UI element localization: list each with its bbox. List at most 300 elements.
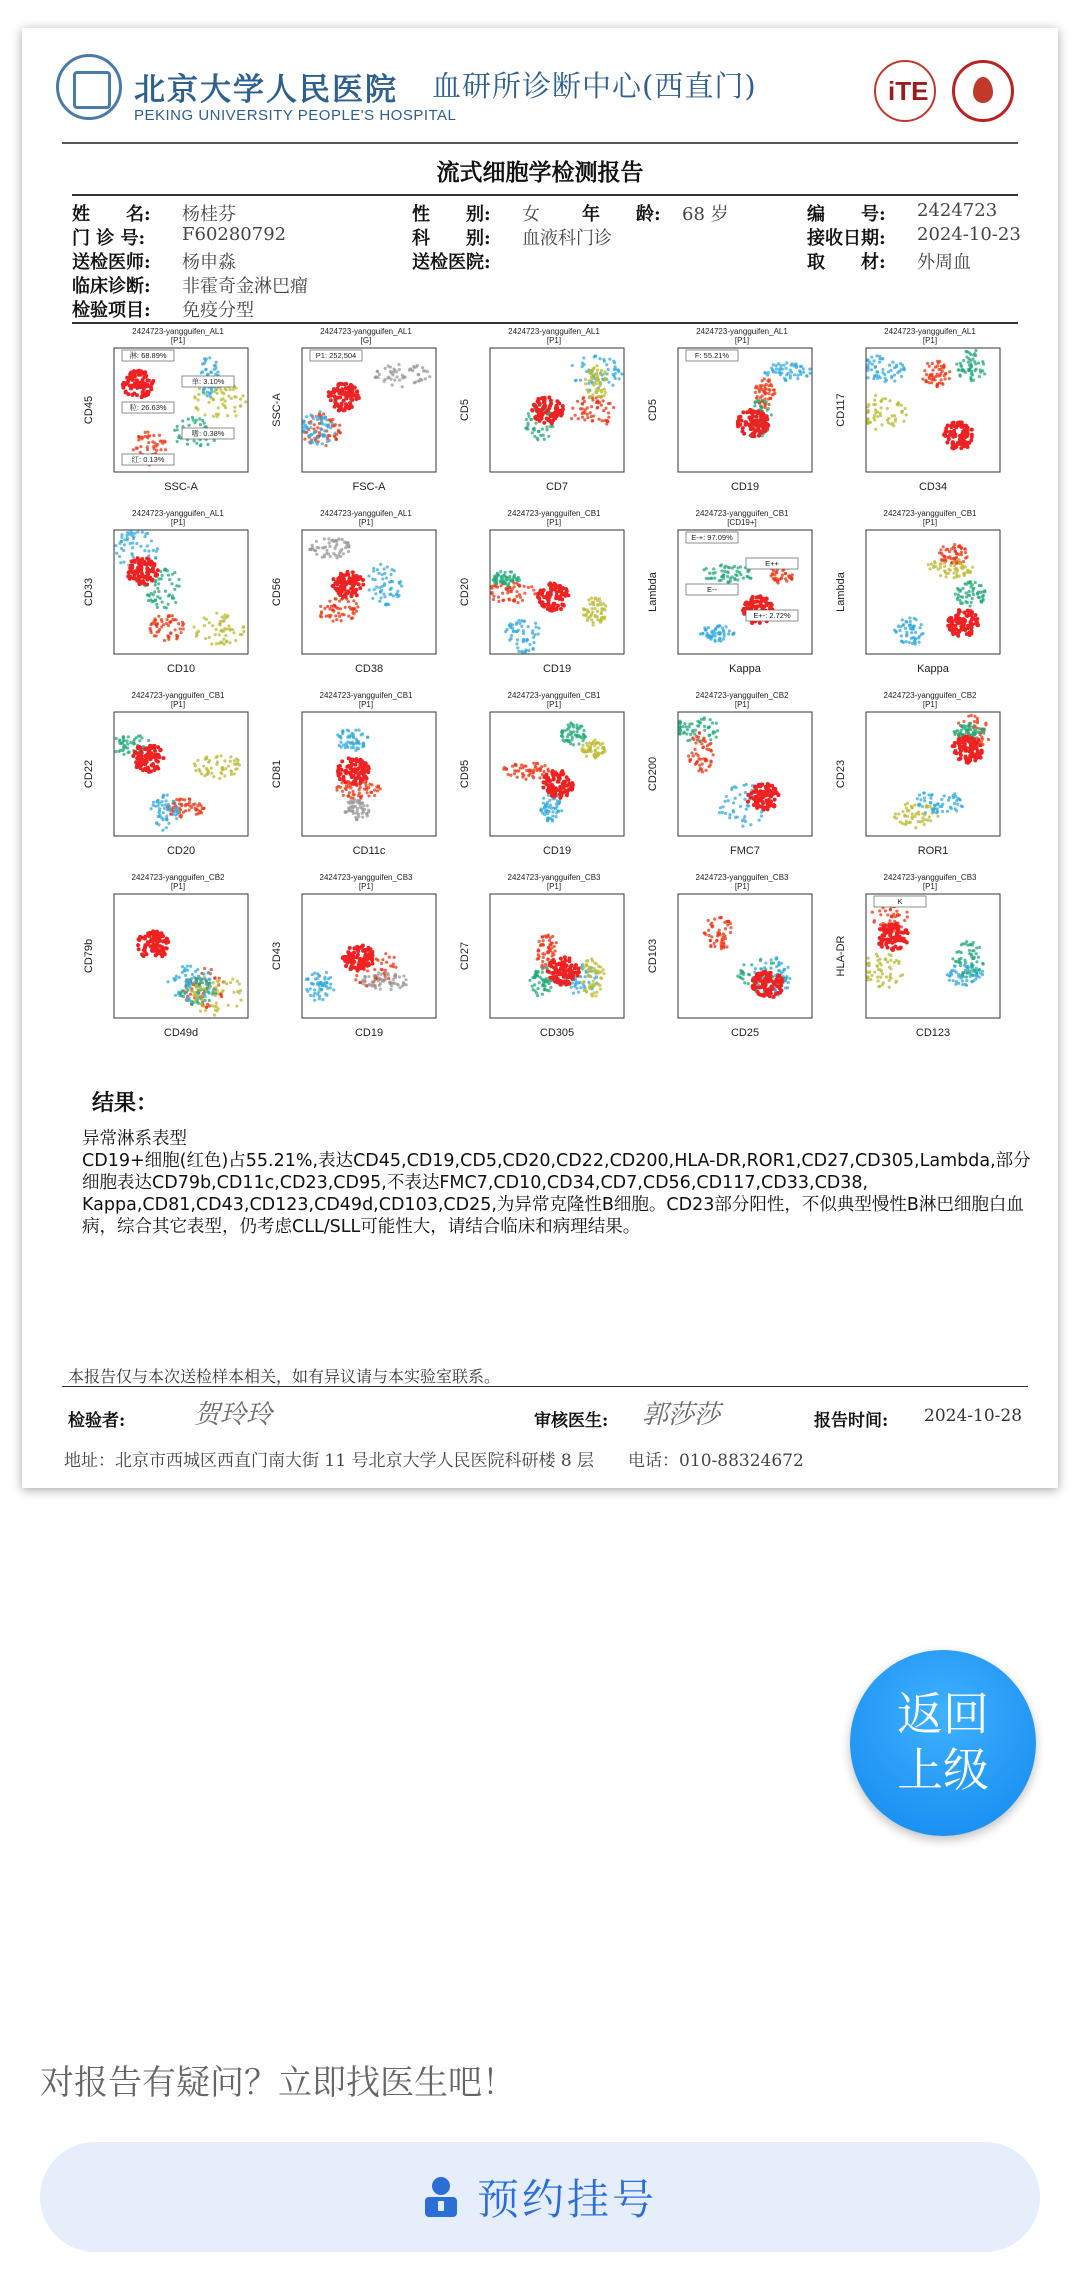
event-dot: [338, 615, 341, 618]
event-dot: [970, 612, 974, 616]
event-dot: [131, 532, 134, 535]
event-dot: [770, 413, 773, 416]
event-dot: [738, 793, 741, 796]
event-dot: [785, 361, 788, 364]
event-dot: [928, 567, 931, 570]
event-dot: [413, 366, 416, 369]
event-dot: [351, 790, 354, 793]
event-dot: [873, 375, 876, 378]
event-dot: [878, 361, 881, 364]
event-dot: [696, 760, 699, 763]
event-dot: [964, 350, 967, 353]
event-dot: [385, 961, 388, 964]
event-dot: [537, 626, 540, 629]
event-dot: [176, 428, 179, 431]
event-dot: [604, 391, 607, 394]
event-dot: [698, 764, 701, 767]
event-dot: [140, 557, 144, 561]
event-dot: [547, 790, 551, 794]
event-dot: [238, 982, 241, 985]
event-dot: [367, 810, 370, 813]
event-dot: [722, 573, 725, 576]
event-dot: [947, 619, 951, 623]
event-dot: [200, 1002, 203, 1005]
event-dot: [894, 630, 897, 633]
event-dot: [905, 806, 908, 809]
event-dot: [227, 394, 230, 397]
plot-gate: [CD19+]: [727, 518, 757, 527]
event-dot: [910, 631, 913, 634]
event-dot: [734, 573, 737, 576]
event-dot: [222, 620, 225, 623]
plot-svg: [642, 324, 822, 500]
event-dot: [222, 638, 225, 641]
event-dot: [781, 573, 784, 576]
event-dot: [161, 939, 165, 943]
event-dot: [195, 813, 198, 816]
event-dot: [230, 769, 233, 772]
event-dot: [314, 549, 317, 552]
plot-panel: [830, 506, 1010, 682]
event-dot: [982, 732, 985, 735]
event-dot: [353, 394, 357, 398]
x-axis-label: Kappa: [917, 663, 949, 675]
event-dot: [927, 563, 930, 566]
event-dot: [368, 983, 371, 986]
event-dot: [242, 625, 245, 628]
event-dot: [543, 438, 546, 441]
event-dot: [714, 634, 717, 637]
event-dot: [538, 776, 541, 779]
event-dot: [517, 619, 520, 622]
event-dot: [224, 387, 227, 390]
event-dot: [389, 964, 392, 967]
event-dot: [963, 618, 967, 622]
event-dot: [359, 806, 362, 809]
event-dot: [952, 576, 955, 579]
event-dot: [607, 368, 610, 371]
event-dot: [219, 629, 222, 632]
gate-annotation: 淋: 68.89%: [129, 351, 167, 360]
event-dot: [373, 968, 376, 971]
event-dot: [206, 443, 209, 446]
event-dot: [955, 799, 958, 802]
event-dot: [961, 367, 964, 370]
event-dot: [156, 547, 159, 550]
event-dot: [948, 627, 952, 631]
event-dot: [533, 404, 537, 408]
event-dot: [530, 418, 533, 421]
event-dot: [377, 971, 380, 974]
event-dot: [559, 607, 563, 611]
event-dot: [515, 623, 518, 626]
event-dot: [972, 587, 975, 590]
event-dot: [497, 600, 500, 603]
event-dot: [959, 724, 962, 727]
event-dot: [549, 588, 553, 592]
plot-panel: [642, 324, 822, 500]
event-dot: [195, 986, 198, 989]
event-dot: [349, 594, 353, 598]
event-dot: [161, 804, 164, 807]
event-dot: [918, 626, 921, 629]
plot-gate: [P1]: [358, 518, 374, 527]
event-dot: [368, 588, 371, 591]
event-dot: [346, 590, 350, 594]
event-dot: [398, 986, 401, 989]
event-dot: [128, 750, 131, 753]
event-dot: [202, 764, 205, 767]
event-dot: [167, 635, 170, 638]
event-dot: [184, 974, 187, 977]
event-dot: [325, 549, 328, 552]
plot-title: 2424723-yangguifen_CB1: [695, 509, 789, 518]
event-dot: [901, 410, 904, 413]
event-dot: [976, 719, 979, 722]
event-dot: [155, 625, 158, 628]
event-dot: [551, 814, 554, 817]
event-dot: [355, 610, 358, 613]
event-dot: [927, 381, 930, 384]
event-dot: [727, 580, 730, 583]
event-dot: [231, 977, 234, 980]
event-dot: [401, 374, 404, 377]
event-dot: [309, 414, 312, 417]
event-dot: [780, 577, 783, 580]
event-dot: [548, 799, 551, 802]
event-dot: [906, 802, 909, 805]
event-dot: [168, 578, 171, 581]
event-dot: [934, 375, 937, 378]
divider: [62, 142, 1018, 144]
event-dot: [926, 362, 929, 365]
event-dot: [598, 597, 601, 600]
event-dot: [977, 362, 980, 365]
event-dot: [319, 410, 322, 413]
event-dot: [754, 386, 757, 389]
event-dot: [970, 622, 974, 626]
x-axis-label: CD19: [730, 481, 760, 493]
event-dot: [398, 975, 401, 978]
event-dot: [340, 619, 343, 622]
event-dot: [771, 368, 774, 371]
event-dot: [223, 774, 226, 777]
event-dot: [398, 368, 401, 371]
x-axis-label: CD38: [354, 663, 384, 675]
event-dot: [940, 558, 943, 561]
event-dot: [515, 590, 518, 593]
event-dot: [947, 572, 950, 575]
event-dot: [905, 634, 908, 637]
plot-svg: [78, 506, 258, 682]
event-dot: [340, 382, 344, 386]
event-dot: [356, 810, 359, 813]
event-dot: [423, 369, 426, 372]
event-dot: [872, 416, 875, 419]
plot-panel: [454, 324, 634, 500]
event-dot: [338, 777, 342, 781]
event-dot: [383, 378, 386, 381]
event-dot: [327, 423, 330, 426]
event-dot: [188, 424, 191, 427]
event-dot: [349, 796, 352, 799]
event-dot: [758, 784, 762, 788]
event-dot: [311, 982, 314, 985]
event-dot: [586, 413, 589, 416]
event-dot: [521, 650, 524, 653]
event-dot: [366, 769, 370, 773]
event-dot: [587, 598, 590, 601]
event-dot: [589, 411, 592, 414]
event-dot: [337, 429, 340, 432]
event-dot: [150, 631, 153, 634]
name-label: 姓 名:: [72, 204, 151, 225]
event-dot: [158, 811, 161, 814]
event-dot: [392, 594, 395, 597]
event-dot: [596, 618, 599, 621]
event-dot: [967, 360, 970, 363]
event-dot: [164, 803, 167, 806]
event-dot: [575, 723, 578, 726]
event-dot: [351, 611, 354, 614]
event-dot: [790, 578, 793, 581]
event-dot: [376, 370, 379, 373]
event-dot: [724, 800, 727, 803]
event-dot: [358, 788, 361, 791]
event-dot: [350, 781, 354, 785]
event-dot: [708, 572, 711, 575]
event-dot: [707, 577, 710, 580]
event-dot: [168, 614, 171, 617]
event-dot: [933, 561, 936, 564]
event-dot: [512, 630, 515, 633]
patient-age: 68 岁: [682, 204, 729, 225]
event-dot: [232, 631, 235, 634]
event-dot: [313, 423, 316, 426]
event-dot: [173, 588, 176, 591]
event-dot: [132, 383, 136, 387]
event-dot: [898, 629, 901, 632]
event-dot: [971, 566, 974, 569]
event-dot: [347, 545, 350, 548]
event-dot: [146, 940, 150, 944]
event-dot: [953, 751, 957, 755]
event-dot: [239, 633, 242, 636]
event-dot: [141, 392, 145, 396]
event-dot: [525, 418, 528, 421]
event-dot: [894, 419, 897, 422]
event-dot: [957, 558, 960, 561]
plot-panel: [78, 324, 258, 500]
event-dot: [599, 372, 602, 375]
event-dot: [617, 368, 620, 371]
flow-cytometry-plots: [78, 324, 1018, 1064]
event-dot: [232, 388, 235, 391]
event-dot: [224, 767, 227, 770]
event-dot: [761, 790, 765, 794]
event-dot: [702, 718, 705, 721]
event-dot: [358, 791, 361, 794]
event-dot: [203, 975, 206, 978]
event-dot: [165, 937, 169, 941]
event-dot: [901, 822, 904, 825]
event-dot: [741, 410, 745, 414]
event-dot: [532, 776, 535, 779]
event-dot: [962, 720, 965, 723]
plot-svg: [78, 324, 258, 500]
event-dot: [591, 607, 594, 610]
event-dot: [132, 537, 135, 540]
event-dot: [135, 579, 139, 583]
event-dot: [586, 749, 589, 752]
event-dot: [900, 368, 903, 371]
event-dot: [527, 412, 530, 415]
event-dot: [334, 614, 337, 617]
event-dot: [694, 741, 697, 744]
event-dot: [874, 366, 877, 369]
event-dot: [377, 376, 380, 379]
event-dot: [347, 615, 350, 618]
event-dot: [392, 962, 395, 965]
event-dot: [193, 980, 196, 983]
event-dot: [542, 588, 546, 592]
event-dot: [347, 579, 351, 583]
event-dot: [351, 580, 355, 584]
event-dot: [311, 973, 314, 976]
event-dot: [979, 371, 982, 374]
event-dot: [166, 793, 169, 796]
event-dot: [540, 765, 543, 768]
event-dot: [309, 426, 312, 429]
event-dot: [160, 800, 163, 803]
event-dot: [314, 977, 317, 980]
event-dot: [749, 433, 753, 437]
event-dot: [346, 386, 350, 390]
event-dot: [547, 583, 551, 587]
x-axis-label: SSC-A: [164, 481, 198, 493]
event-dot: [954, 593, 957, 596]
event-dot: [213, 990, 216, 993]
doctor-label: 送检医师:: [72, 252, 151, 273]
event-dot: [178, 976, 181, 979]
event-dot: [163, 952, 167, 956]
event-dot: [930, 378, 933, 381]
event-dot: [577, 417, 580, 420]
event-dot: [929, 797, 932, 800]
event-dot: [151, 948, 155, 952]
event-dot: [566, 735, 569, 738]
event-dot: [361, 583, 365, 587]
event-dot: [552, 794, 556, 798]
event-dot: [321, 416, 324, 419]
plot-gate: [P1]: [922, 336, 938, 345]
event-dot: [767, 407, 770, 410]
event-dot: [544, 804, 547, 807]
plot-gate: [P1]: [358, 882, 374, 891]
event-dot: [203, 967, 206, 970]
event-dot: [959, 364, 962, 367]
event-dot: [579, 407, 582, 410]
event-dot: [753, 790, 757, 794]
event-dot: [970, 750, 974, 754]
event-dot: [964, 746, 968, 750]
event-dot: [148, 594, 151, 597]
event-dot: [514, 764, 517, 767]
event-dot: [187, 418, 190, 421]
event-dot: [572, 725, 575, 728]
plot-title: 2424723-yangguifen_CB2: [131, 873, 225, 882]
diagnosis-label: 临床诊断:: [72, 276, 151, 297]
hematology-badge-icon: iTE: [874, 60, 936, 122]
event-dot: [391, 383, 394, 386]
event-dot: [197, 974, 200, 977]
event-dot: [522, 639, 525, 642]
event-dot: [956, 421, 960, 425]
event-dot: [881, 371, 884, 374]
event-dot: [184, 809, 187, 812]
event-dot: [359, 777, 363, 781]
event-dot: [388, 955, 391, 958]
event-dot: [208, 978, 211, 981]
event-dot: [144, 532, 147, 535]
event-dot: [588, 379, 591, 382]
event-dot: [242, 630, 245, 633]
event-dot: [547, 769, 550, 772]
plot-gate: [P1]: [170, 518, 186, 527]
event-dot: [937, 368, 940, 371]
plot-panel: [642, 506, 822, 682]
event-dot: [239, 998, 242, 1001]
event-dot: [380, 589, 383, 592]
plot-svg: [830, 506, 1010, 682]
event-dot: [499, 570, 502, 573]
event-dot: [156, 568, 160, 572]
event-dot: [140, 395, 144, 399]
report-title: 流式细胞学检测报告: [436, 160, 644, 186]
event-dot: [346, 570, 350, 574]
event-dot: [379, 563, 382, 566]
event-dot: [968, 351, 971, 354]
event-dot: [345, 765, 349, 769]
event-dot: [207, 971, 210, 974]
event-dot: [761, 425, 765, 429]
event-dot: [890, 414, 893, 417]
event-dot: [322, 412, 325, 415]
plot-title: 2424723-yangguifen_CB3: [319, 873, 413, 882]
event-dot: [957, 737, 961, 741]
event-dot: [880, 400, 883, 403]
event-dot: [709, 760, 712, 763]
event-dot: [148, 627, 151, 630]
event-dot: [355, 768, 359, 772]
plot-panel: [830, 324, 1010, 500]
event-dot: [914, 826, 917, 829]
event-dot: [763, 400, 766, 403]
event-dot: [772, 787, 776, 791]
event-dot: [316, 992, 319, 995]
event-dot: [348, 791, 351, 794]
event-dot: [789, 364, 792, 367]
event-dot: [527, 586, 530, 589]
plot-svg: [266, 324, 446, 500]
event-dot: [962, 359, 965, 362]
event-dot: [556, 604, 560, 608]
event-dot: [960, 437, 964, 441]
event-dot: [773, 392, 776, 395]
plot-title: 2424723-yangguifen_AL1: [508, 327, 600, 336]
event-dot: [581, 739, 584, 742]
event-dot: [361, 745, 364, 748]
